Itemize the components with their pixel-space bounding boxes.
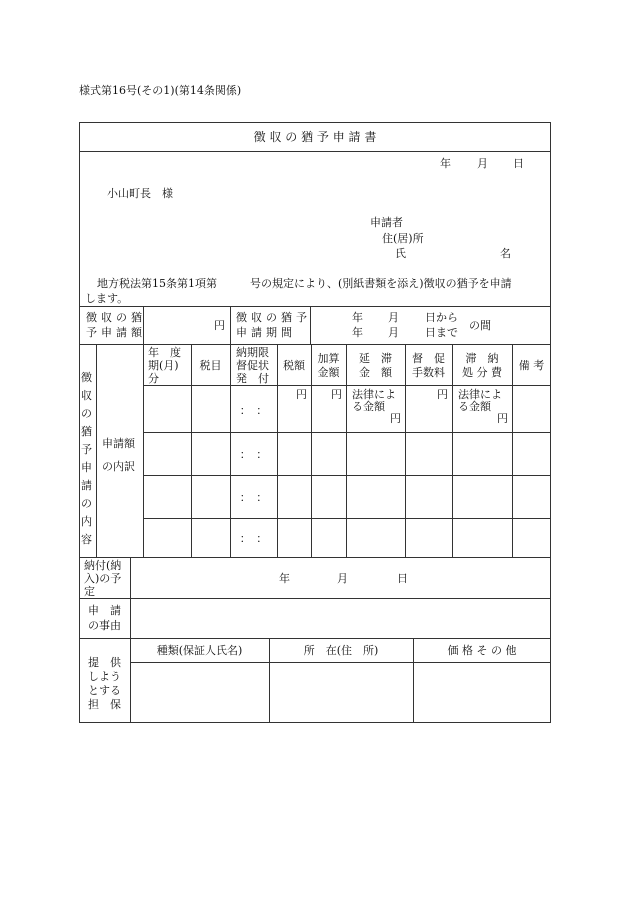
period-to-day: 日まで [425, 326, 458, 339]
date-year: 年 [440, 157, 451, 170]
delinquency-unit: 円 [390, 412, 401, 425]
due-date-colon: ： ： [239, 491, 268, 504]
disposition-note: 法律によ [458, 388, 502, 401]
header-fiscal-year: 分 [148, 372, 159, 385]
header-disposition-fee: 処 分 費 [462, 366, 502, 379]
payment-plan-year: 年 [279, 572, 290, 585]
detail-side-label: の [81, 497, 92, 510]
header-delinquency: 金 額 [359, 366, 392, 379]
divider [130, 557, 131, 723]
payment-plan-month: 月 [337, 572, 348, 585]
dunning-unit: 円 [437, 388, 448, 401]
detail-side-label: 請 [81, 479, 92, 492]
header-remarks: 備 考 [518, 359, 545, 372]
collateral-label: 提 供 [88, 656, 121, 669]
divider [130, 662, 551, 663]
reason-label: の事由 [88, 619, 121, 632]
detail-side-label: 収 [81, 389, 92, 402]
statement-line: 地方税法第15条第1項第 号の規定により、(別紙書類を添え)徴収の猶予を申請 [97, 277, 512, 290]
form-id: 様式第16号(その1)(第14条関係) [79, 84, 242, 97]
detail-side-label: 内 [81, 515, 92, 528]
payment-plan-day: 日 [397, 572, 408, 585]
period-to-year: 年 [352, 326, 363, 339]
breakdown-label: 申請額 [102, 437, 135, 450]
collateral-label: 担 保 [88, 698, 121, 711]
tax-amount-unit: 円 [296, 388, 307, 401]
header-fiscal-year: 期(月) [148, 359, 179, 372]
header-disposition-fee: 滞 納 [465, 352, 499, 365]
delinquency-note: 法律によ [352, 388, 396, 401]
collateral-label: とする [88, 684, 121, 697]
divider [79, 344, 551, 345]
header-delinquency: 延 滞 [359, 352, 392, 365]
divider [143, 385, 551, 386]
applicant-name-label: 名 [500, 247, 511, 260]
header-due-date: 督促状 [236, 359, 269, 372]
addressee: 小山町長 様 [107, 187, 173, 200]
period-suffix: の間 [469, 319, 491, 332]
applicant-name-label: 氏 [395, 247, 406, 260]
statement-line: します。 [85, 292, 129, 305]
applicant-label: 申請者 [370, 216, 403, 229]
divider [79, 306, 551, 307]
divider [230, 306, 231, 344]
deferral-amount-label: 徴収の猶 [86, 311, 146, 324]
delinquency-note: る金額 [352, 400, 385, 413]
due-date-colon: ： ： [239, 532, 268, 545]
detail-side-label: 猶 [81, 425, 92, 438]
divider [96, 344, 97, 557]
applicant-address-label: 住(居)所 [382, 232, 424, 245]
payment-plan-label: 入)の予 [84, 572, 122, 585]
period-to-month: 月 [388, 326, 399, 339]
collateral-location-header: 所 在(住 所) [303, 644, 379, 657]
deferral-period-label: 徴収の猶予 [236, 311, 311, 324]
header-due-date: 発 付 [236, 372, 269, 385]
divider [277, 344, 278, 557]
divider [191, 344, 192, 557]
header-tax-amount: 税額 [283, 359, 305, 372]
header-dunning-fee: 手数料 [412, 366, 445, 379]
collateral-label: しよう [88, 670, 121, 683]
breakdown-label: の内訳 [102, 460, 135, 473]
period-from-year: 年 [352, 311, 363, 324]
disposition-note: る金額 [458, 400, 491, 413]
due-date-colon: ： ： [239, 448, 268, 461]
header-dunning-fee: 督 促 [412, 352, 445, 365]
divider [143, 344, 144, 557]
divider [143, 518, 551, 519]
detail-side-label: 予 [81, 443, 92, 456]
collateral-kind-header: 種類(保証人氏名) [156, 644, 243, 657]
header-due-date: 納期限 [236, 346, 269, 359]
deferral-period-label: 申請期間 [236, 326, 296, 339]
payment-plan-label: 定 [84, 585, 95, 598]
header-tax-item: 税目 [199, 359, 222, 372]
detail-side-label: 容 [81, 533, 92, 546]
amount-unit: 円 [214, 319, 225, 332]
reason-label: 申 請 [88, 604, 121, 617]
divider [79, 638, 551, 639]
surcharge-unit: 円 [331, 388, 342, 401]
period-from-day: 日から [425, 311, 458, 324]
divider [79, 557, 551, 558]
header-surcharge: 加算 [317, 352, 340, 365]
due-date-colon: ： ： [239, 404, 268, 417]
collateral-value-header: 価 格 そ の 他 [447, 644, 517, 657]
header-fiscal-year: 年 度 [148, 346, 181, 359]
detail-side-label: 徴 [81, 371, 92, 384]
period-from-month: 月 [388, 311, 399, 324]
disposition-unit: 円 [497, 412, 508, 425]
document-title: 徴 収 の 猶 予 申 請 書 [253, 130, 377, 144]
divider [143, 432, 551, 433]
date-month: 月 [477, 157, 488, 170]
divider [512, 344, 513, 557]
detail-side-label: 申 [81, 461, 92, 474]
detail-side-label: の [81, 407, 92, 420]
divider [79, 598, 551, 599]
divider [79, 151, 551, 152]
deferral-amount-label: 予申請額 [86, 326, 146, 339]
date-day: 日 [513, 157, 524, 170]
header-surcharge: 金額 [317, 366, 340, 379]
divider [143, 475, 551, 476]
payment-plan-label: 納付(納 [84, 559, 122, 572]
